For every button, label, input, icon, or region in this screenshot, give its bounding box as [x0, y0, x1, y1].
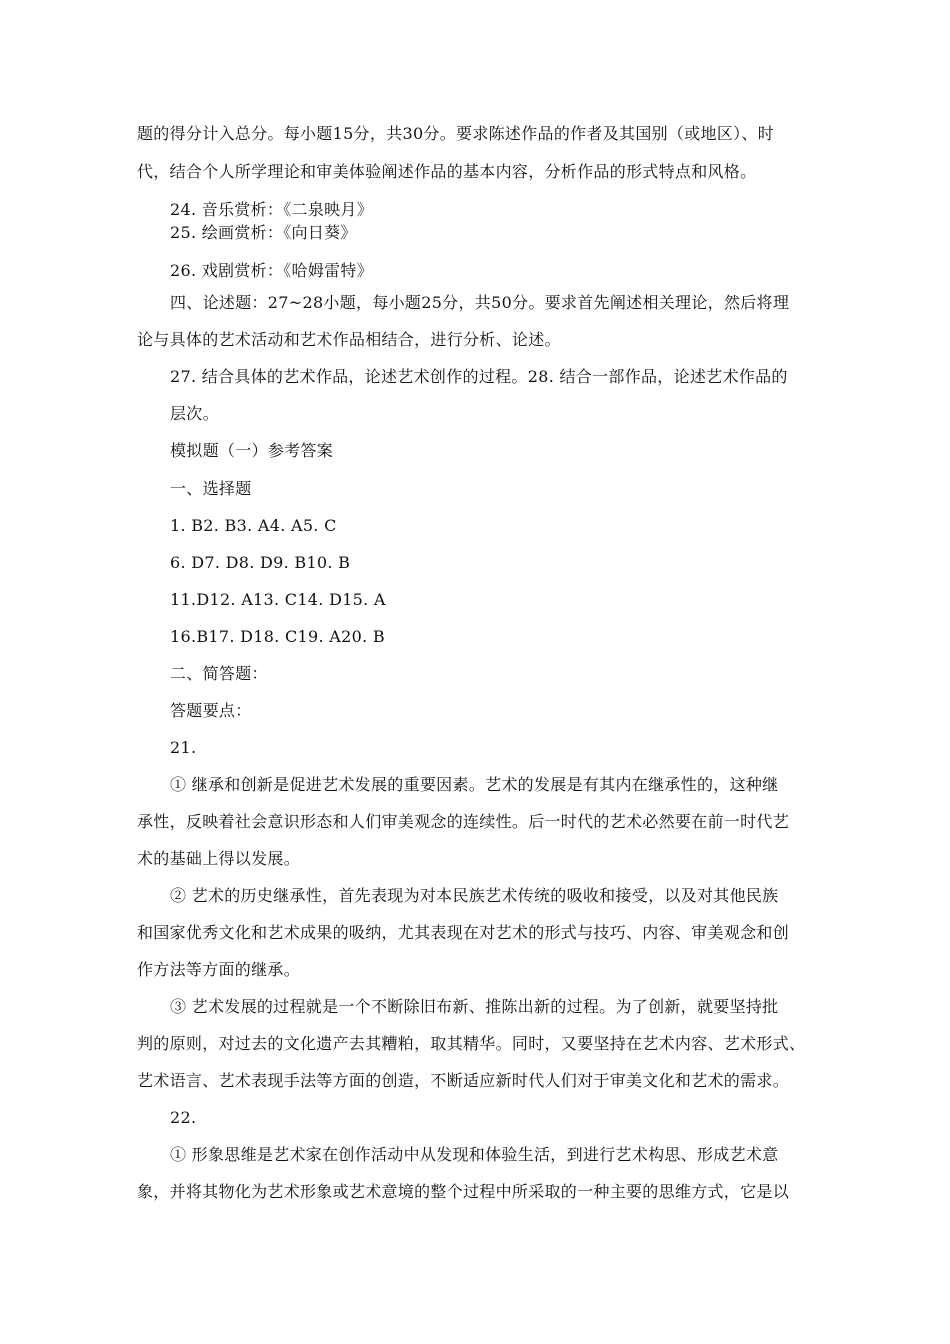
paragraph-line: 象，并将其物化为艺术形象或艺术意境的整个过程中所采取的一种主要的思维方式，它是以 [137, 1182, 790, 1201]
section-heading: 二、简答题： [170, 664, 268, 683]
paragraph-line: ② 艺术的历史继承性，首先表现为对本民族艺术传统的吸收和接受，以及对其他民族 [170, 886, 779, 905]
paragraph-line: 术的基础上得以发展。 [137, 849, 301, 868]
answer-row: 11.D12. A13. C14. D15. A [170, 590, 386, 609]
paragraph-line: 代，结合个人所学理论和审美体验阐述作品的基本内容，分析作品的形式特点和风格。 [137, 162, 757, 181]
paragraph-line: ① 继承和创新是促进艺术发展的重要因素。艺术的发展是有其内在继承性的，这种继 [170, 775, 779, 794]
section-heading: 一、选择题 [170, 479, 252, 498]
paragraph-line: 作方法等方面的继承。 [137, 960, 301, 979]
paragraph-line: 判的原则，对过去的文化遗产去其糟粕，取其精华。同时，又要坚持在艺术内容、艺术形式、 [137, 1034, 806, 1053]
paragraph-line: 题的得分计入总分。每小题15分，共30分。要求陈述作品的作者及其国别（或地区）、时 [137, 124, 775, 143]
section-heading-line: 四、论述题：27~28小题，每小题25分，共50分。要求首先阐述相关理论，然后将理 [170, 293, 790, 312]
item-number: 22. [170, 1108, 197, 1127]
question-item: 27. 结合具体的艺术作品，论述艺术创作的过程。28. 结合一部作品，论述艺术作品的 [170, 367, 788, 386]
paragraph-line: 和国家优秀文化和艺术成果的吸纳，尤其表现在对艺术的形式与技巧、内容、审美观念和创 [137, 923, 790, 942]
question-item: 25. 绘画赏析：《向日葵》 [170, 223, 357, 242]
paragraph-line: ① 形象思维是艺术家在创作活动中从发现和体验生活，到进行艺术构思、形成艺术意 [170, 1145, 779, 1164]
paragraph-line: 论与具体的艺术活动和艺术作品相结合，进行分析、论述。 [137, 330, 561, 349]
answer-row: 1. B2. B3. A4. A5. C [170, 516, 337, 535]
subheading: 答题要点： [170, 701, 252, 720]
item-number: 21. [170, 738, 197, 757]
answer-title: 模拟题（一）参考答案 [170, 441, 334, 460]
paragraph-line: 艺术语言、艺术表现手法等方面的创造，不断适应新时代人们对于审美文化和艺术的需求。 [137, 1071, 790, 1090]
question-item-continued: 层次。 [170, 404, 219, 423]
answer-row: 6. D7. D8. D9. B10. B [170, 553, 351, 572]
answer-row: 16.B17. D18. C19. A20. B [170, 627, 385, 646]
question-item: 24. 音乐赏析：《二泉映月》 [170, 200, 374, 219]
question-item: 26. 戏剧赏析：《哈姆雷特》 [170, 261, 374, 280]
paragraph-line: 承性，反映着社会意识形态和人们审美观念的连续性。后一时代的艺术必然要在前一时代艺 [137, 812, 790, 831]
paragraph-line: ③ 艺术发展的过程就是一个不断除旧布新、推陈出新的过程。为了创新，就要坚持批 [170, 997, 779, 1016]
